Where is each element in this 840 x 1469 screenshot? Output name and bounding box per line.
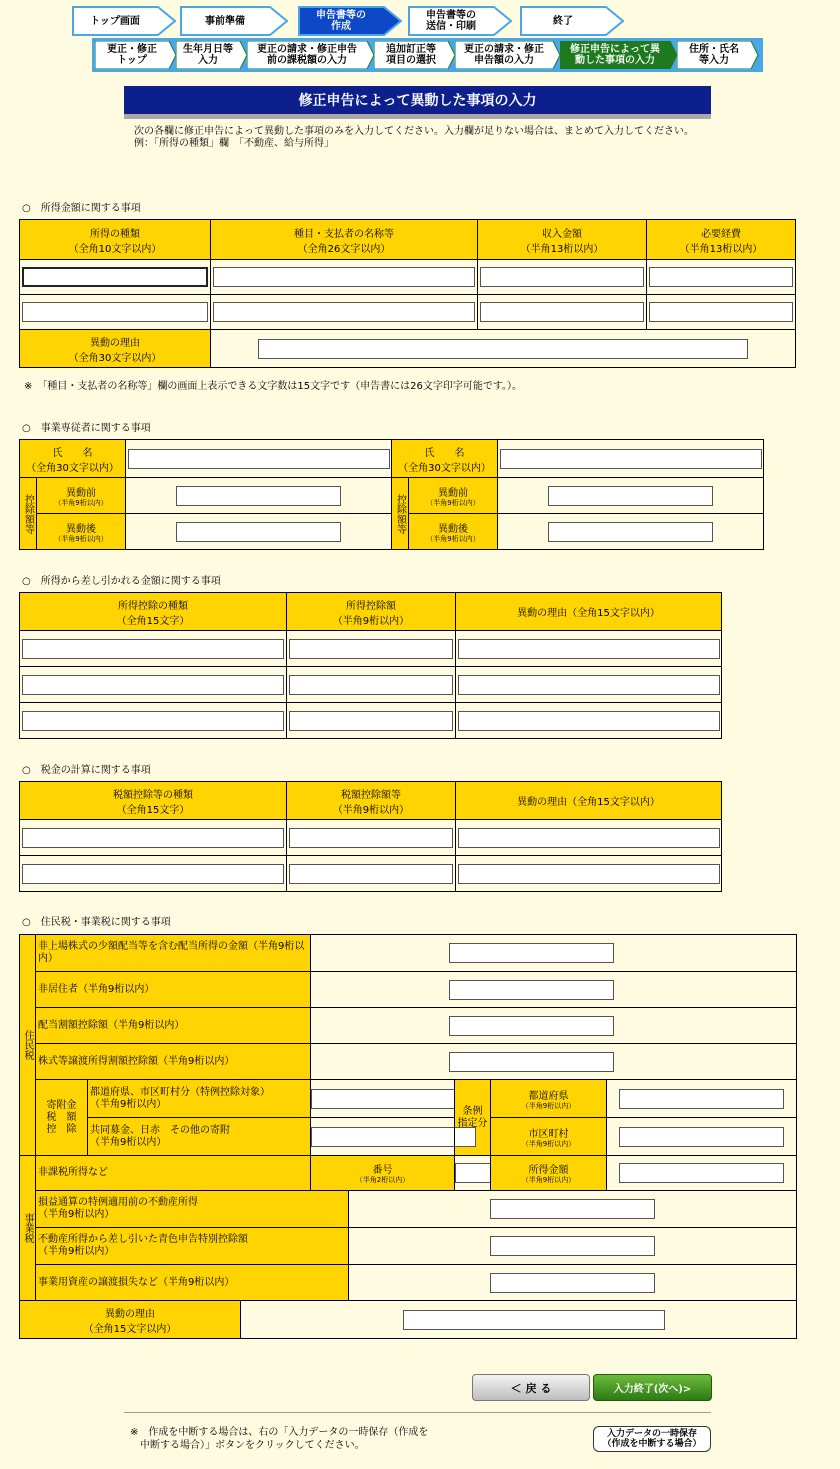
employee-name-header — [392, 440, 498, 478]
intro-text — [124, 126, 714, 150]
header-sub: （全角30文字以内） — [68, 352, 162, 364]
tax-table — [19, 781, 722, 892]
intro-line: 次の各欄に修正申告によって異動した事項のみを入力してください。入力欄が足りない場合は、まとめて入力してください。 — [124, 126, 694, 137]
employee-after-input-2[interactable] — [548, 522, 713, 542]
r1-input[interactable] — [449, 943, 614, 963]
header-label: 収入金額 — [542, 228, 582, 240]
header-sub: （半角9桁以内） — [521, 1101, 576, 1110]
header-sub: （全角26文字以内） — [297, 243, 391, 255]
income-reason-header — [20, 330, 211, 368]
substep-label: 修正申告によって異 動した事項の入力 — [570, 44, 660, 66]
substep-label: 生年月日等 入力 — [183, 44, 233, 66]
header-label: 異動の理由 — [90, 337, 140, 349]
jumin-label: 住民税 — [20, 935, 36, 1156]
tax-amount-input-2[interactable] — [289, 864, 453, 884]
e4-label: 事業用資産の譲渡損失など（半角9桁以内） — [36, 1265, 349, 1301]
income-expense-header — [647, 220, 796, 260]
tax-section-title: ○ 税金の計算に関する事項 — [22, 765, 151, 776]
substep-bar — [92, 38, 763, 72]
employee-before-input-1[interactable] — [176, 486, 341, 506]
step-create — [298, 6, 402, 36]
tax-reason-input-1[interactable] — [458, 828, 720, 848]
tax-type-input-1[interactable] — [22, 828, 284, 848]
substep-label: 追加訂正等 項目の選択 — [386, 44, 436, 66]
resident-table — [19, 934, 797, 1339]
step-send-label: 申告書等の 送信・印刷 — [426, 10, 476, 32]
header-sub: （半角9桁以内） — [54, 534, 108, 543]
substep-birthdate[interactable] — [176, 41, 248, 69]
k2-label: 共同募金、日赤 その他の寄附 （半角9桁以内） — [88, 1118, 311, 1156]
header-label: 種目・支払者の名称等 — [294, 228, 394, 240]
tax-reason-input-2[interactable] — [458, 864, 720, 884]
employee-after-input-1[interactable] — [176, 522, 341, 542]
r4-input[interactable] — [449, 1052, 614, 1072]
header-sub: （全角10文字以内） — [68, 243, 162, 255]
city-header — [491, 1118, 607, 1156]
header-label: 異動後 — [66, 523, 96, 535]
substep-label: 更正の請求・修正 申告額の入力 — [464, 44, 544, 66]
substep-select-items[interactable] — [374, 41, 456, 69]
title-underline — [124, 114, 711, 119]
deduction-section-title: ○ 所得から差し引かれる金額に関する事項 — [22, 576, 221, 587]
back-button[interactable]: ＜ 戻 る — [472, 1374, 590, 1401]
substep-changed-items — [560, 41, 678, 69]
income-section-title: ○ 所得金額に関する事項 — [22, 203, 141, 214]
pref-input[interactable] — [619, 1089, 784, 1109]
header-sub: （全角15文字以内） — [83, 1323, 177, 1335]
income-type-input-1[interactable] — [22, 267, 208, 287]
r2-input[interactable] — [449, 980, 614, 1000]
deduction-reason-input-3[interactable] — [458, 711, 720, 731]
header-sub: （半角2桁以内） — [355, 1176, 410, 1184]
r1-label: 非上場株式の少額配当等を含む配当所得の金額（半角9桁以内） — [36, 935, 311, 972]
income-payer-input-2[interactable] — [213, 302, 475, 322]
header-label: 氏 名 — [52, 447, 93, 459]
shotoku-input[interactable] — [619, 1163, 784, 1183]
employee-after-header — [37, 514, 126, 550]
page-title: 修正申告によって異動した事項の入力 — [124, 86, 711, 114]
header-label: 異動の理由 — [105, 1308, 155, 1320]
income-payer-header — [211, 220, 478, 260]
deduction-amount-input-3[interactable] — [289, 711, 453, 731]
employee-table-right — [391, 439, 764, 550]
header-sub: （半角13桁以内） — [520, 243, 604, 255]
income-note: ※ 「種目・支払者の名称等」欄の画面上表示できる文字数は15文字です（申告書には26文字印字可能です。）。 — [24, 381, 523, 392]
e2-label: 損益通算の特例適用前の不動産所得 （半角9桁以内） — [36, 1191, 349, 1228]
header-sub: （半角9桁以内） — [521, 1139, 576, 1148]
deduction-table — [19, 592, 722, 739]
header-label: 市区町村 — [528, 1128, 569, 1140]
deduction-reason-input-1[interactable] — [458, 639, 720, 659]
deduction-amount-header — [287, 593, 456, 631]
kifu-label: 寄附金 税 額 控 除 — [36, 1080, 88, 1156]
deduction-reason-header: 異動の理由（全角15文字以内） — [456, 593, 722, 631]
deduction-amount-input-1[interactable] — [289, 639, 453, 659]
r4-label: 株式等譲渡所得割額控除額（半角9桁以内） — [36, 1044, 311, 1080]
income-table — [19, 219, 796, 368]
deduction-type-header — [20, 593, 287, 631]
header-label: 必要経費 — [701, 228, 741, 240]
header-sub: （半角13桁以内） — [679, 243, 763, 255]
substep-label: 更正の請求・修正申告 前の課税額の入力 — [257, 44, 357, 66]
substep-correction-top[interactable] — [95, 41, 177, 69]
e3-label: 不動産所得から差し引いた青色申告特別控除額 （半角9桁以内） — [36, 1228, 349, 1265]
rs-reason-input[interactable] — [403, 1310, 665, 1330]
save-draft-button[interactable]: 入力データの一時保存 （作成を中断する場合） — [593, 1426, 711, 1452]
e2-input[interactable] — [490, 1199, 655, 1219]
header-sub: （半角9桁以内） — [426, 534, 480, 543]
employee-kojo-label-2: 控除額等 — [392, 478, 409, 550]
employee-before-header — [409, 478, 498, 514]
employee-name-input-2[interactable] — [500, 449, 762, 469]
tax-amount-input-1[interactable] — [289, 828, 453, 848]
header-label: 所得金額 — [528, 1165, 569, 1176]
step-top-label: トップ画面 — [90, 15, 140, 27]
tax-amount-header — [287, 782, 456, 820]
substep-label: 住所・氏名 等入力 — [689, 44, 739, 66]
header-label: 異動後 — [438, 523, 468, 535]
footer-note: ※ 作成を中断する場合は、右の「入力データの一時保存（作成を 中断する場合）」ボタンをクリックしてください。 — [130, 1427, 429, 1451]
jigyo-label: 事業税 — [20, 1156, 36, 1301]
deduction-reason-input-2[interactable] — [458, 675, 720, 695]
employee-before-header — [37, 478, 126, 514]
jorei-label: 条例 指定分 — [455, 1080, 491, 1156]
header-sub: （半角9桁以内） — [332, 804, 410, 816]
k1-input[interactable] — [311, 1089, 476, 1109]
bango-header — [311, 1156, 455, 1191]
step-end-label: 終了 — [553, 15, 573, 27]
header-sub: （半角9桁以内） — [332, 615, 410, 627]
employee-before-input-2[interactable] — [548, 486, 713, 506]
header-label: 氏 名 — [424, 447, 465, 459]
income-expense-input-2[interactable] — [649, 302, 793, 322]
income-type-header — [20, 220, 211, 260]
income-revenue-header — [478, 220, 647, 260]
deduction-type-input-2[interactable] — [22, 675, 284, 695]
pref-header — [491, 1080, 607, 1118]
header-sub: （半角9桁以内） — [426, 498, 480, 507]
r2-label: 非居住者（半角9桁以内） — [36, 972, 311, 1008]
header-label: 税額控除額等 — [341, 789, 401, 801]
header-label: 異動前 — [66, 487, 96, 499]
employee-kojo-label-1: 控除額等 — [20, 478, 37, 550]
step-send[interactable] — [408, 6, 512, 36]
header-sub: （全角30文字以内） — [26, 462, 119, 474]
header-label: 税額控除等の種類 — [113, 789, 193, 801]
k2-input[interactable] — [311, 1127, 476, 1147]
step-create-label: 申告書等の 作成 — [316, 10, 366, 32]
income-payer-input-1[interactable] — [213, 267, 475, 287]
header-label: 所得の種類 — [90, 228, 140, 240]
employee-table-left — [19, 439, 392, 550]
deduction-type-input-1[interactable] — [22, 639, 284, 659]
header-sub: （半角9桁以内） — [54, 498, 108, 507]
r3-input[interactable] — [449, 1016, 614, 1036]
k1-label: 都道府県、市区町村分（特例控除対象） （半角9桁以内） — [88, 1080, 311, 1118]
step-end[interactable] — [520, 6, 624, 36]
header-label: 番号 — [372, 1165, 393, 1176]
city-input[interactable] — [619, 1127, 784, 1147]
substep-label: 更正・修正 トップ — [107, 44, 157, 66]
r3-label: 配当割額控除額（半角9桁以内） — [36, 1008, 311, 1044]
header-label: 異動前 — [438, 487, 468, 499]
step-top[interactable] — [72, 6, 176, 36]
income-revenue-input-1[interactable] — [480, 267, 644, 287]
income-reason-input[interactable] — [258, 339, 748, 359]
tax-type-header — [20, 782, 287, 820]
divider — [124, 1412, 711, 1413]
deduction-amount-input-2[interactable] — [289, 675, 453, 695]
resident-section-title: ○ 住民税・事業税に関する事項 — [22, 917, 171, 928]
header-sub: （全角15文字） — [116, 615, 190, 627]
shotoku-header — [491, 1156, 607, 1191]
employee-name-input-1[interactable] — [128, 449, 390, 469]
deduction-type-input-3[interactable] — [22, 711, 284, 731]
header-sub: （半角9桁以内） — [521, 1176, 576, 1184]
income-revenue-input-2[interactable] — [480, 302, 644, 322]
step-prep-label: 事前準備 — [205, 15, 245, 27]
substep-amended-amount[interactable] — [455, 41, 561, 69]
tax-type-input-2[interactable] — [22, 864, 284, 884]
header-label: 都道府県 — [528, 1090, 569, 1102]
employee-name-header — [20, 440, 126, 478]
next-button[interactable]: 入力終了(次へ)> — [593, 1374, 712, 1401]
header-label: 所得控除の種類 — [118, 600, 188, 612]
header-sub: （全角30文字以内） — [398, 462, 491, 474]
intro-example: 例：「所得の種類」欄 「不動産、給与所得」 — [124, 138, 334, 149]
rs-reason-header — [20, 1301, 241, 1339]
e3-input[interactable] — [490, 1236, 655, 1256]
tax-reason-header: 異動の理由（全角15文字以内） — [456, 782, 722, 820]
employee-section-title: ○ 事業専従者に関する事項 — [22, 423, 151, 434]
substep-prior-tax[interactable] — [247, 41, 375, 69]
substep-address[interactable] — [677, 41, 759, 69]
step-prep[interactable] — [180, 6, 288, 36]
header-label: 所得控除額 — [346, 600, 396, 612]
employee-after-header — [409, 514, 498, 550]
income-type-input-2[interactable] — [22, 302, 208, 322]
e4-input[interactable] — [490, 1273, 655, 1293]
income-expense-input-1[interactable] — [649, 267, 793, 287]
header-sub: （全角15文字） — [116, 804, 190, 816]
e1-label: 非課税所得など — [36, 1156, 311, 1191]
